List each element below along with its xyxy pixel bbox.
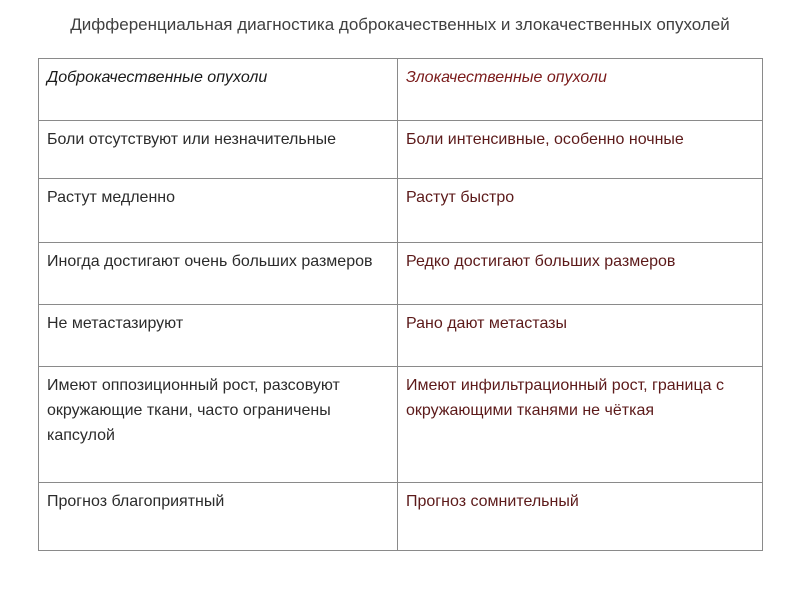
table-row <box>39 121 763 179</box>
table-row <box>39 483 763 551</box>
cell-benign: Не метастазируют <box>39 305 398 367</box>
cell-benign: Прогноз благоприятный <box>39 483 398 551</box>
cell-malignant: Редко достигают больших размеров <box>398 243 763 305</box>
cell-benign: Растут медленно <box>39 179 398 243</box>
header-malignant: Злокачественные опухоли <box>398 59 763 121</box>
cell-malignant: Прогноз сомнительный <box>398 483 763 551</box>
cell-malignant: Имеют инфильтрационный рост, граница с окружающими тканями не чёткая <box>398 367 763 483</box>
header-benign: Доброкачественные опухоли <box>39 59 398 121</box>
table-row <box>39 305 763 367</box>
cell-malignant: Боли интенсивные, особенно ночные <box>398 121 763 179</box>
cell-malignant: Растут быстро <box>398 179 763 243</box>
comparison-table <box>38 58 763 551</box>
table-row <box>39 179 763 243</box>
cell-benign: Имеют оппозиционный рост, разсовуют окружающие ткани, часто ограничены капсулой <box>39 367 398 483</box>
table-row <box>39 367 763 483</box>
cell-malignant: Рано дают метастазы <box>398 305 763 367</box>
slide-title: Дифференциальная диагностика доброкачественных и злокачественных опухолей <box>70 15 730 34</box>
cell-benign: Иногда достигают очень больших размеров <box>39 243 398 305</box>
table-header-row <box>39 59 763 121</box>
cell-benign: Боли отсутствуют или незначительные <box>39 121 398 179</box>
table-row <box>39 243 763 305</box>
